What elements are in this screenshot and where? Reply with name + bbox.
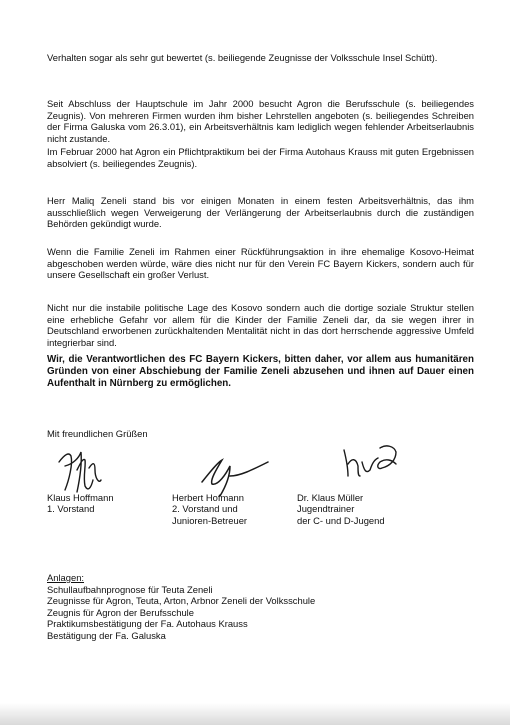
signer-name: Herbert Hofmann — [172, 492, 244, 503]
signer-role: Jugendtrainer — [297, 503, 355, 515]
enclosure-item: Praktikumsbestätigung der Fa. Autohaus Krauss — [47, 618, 248, 629]
signer-block-1 — [47, 492, 114, 515]
signer-name: Klaus Hoffmann — [47, 492, 114, 503]
signer-role: 2. Vorstand und — [172, 503, 238, 515]
closing-greeting: Mit freundlichen Grüßen — [47, 428, 148, 439]
signer-block-3 — [297, 492, 385, 526]
scan-bottom-edge — [0, 703, 510, 725]
signature-klaus-mueller — [336, 440, 406, 484]
signer-role: 1. Vorstand — [47, 503, 95, 515]
paragraph-internship: Im Februar 2000 hat Agron ein Pflichtpraktikum bei der Firma Autohaus Krauss mit guten Ergebnissen absolviert (s. beiliegendes Zeugnis). — [47, 146, 474, 169]
paragraph-vocational-school: Seit Abschluss der Hauptschule im Jahr 2000 besucht Agron die Berufsschule (s. beiliegendes Zeugnis). Von mehreren Firmen wurden ihm bisher Lehrstellen angeboten (s. beiliegendes Schreiben der Firma Galuska vom 26.3.01), ein Arbeitsverhältnis kam lediglich wegen fehlender Arbeitserlaubnis nicht zustande. — [47, 98, 474, 144]
paragraph-appeal: Wir, die Verantwortlichen des FC Bayern Kickers, bitten daher, vor allem aus humanitären Gründen von einer Abschiebung der Familie Zeneli abzusehen und ihnen auf Dauer einen Aufenthalt in Nürnberg zu ermöglichen. — [47, 354, 474, 389]
paragraph-deportation-loss: Wenn die Familie Zeneli im Rahmen einer Rückführungsaktion in ihre ehemalige Kosovo-Heimat abgeschoben werden würde, wäre dies nicht nur für den Verein FC Bayern Kickers, sondern auch für unsere Gesellschaft ein großer Verlust. — [47, 246, 474, 281]
signer-name: Dr. Klaus Müller — [297, 492, 364, 503]
paragraph-employment: Herr Maliq Zeneli stand bis vor einigen Monaten in einem festen Arbeitsverhältnis, das ihm ausschließlich wegen Verweigerung der Verlängerung der Arbeitserlaubnis durch die zuständigen Behörden gekündigt wurde. — [47, 195, 474, 230]
enclosures-title: Anlagen: — [47, 572, 85, 583]
signer-role: Junioren-Betreuer — [172, 514, 248, 526]
enclosure-item: Schullaufbahnprognose für Teuta Zeneli — [47, 583, 213, 595]
signer-role: der C- und D-Jugend — [297, 514, 385, 526]
enclosures-list — [47, 572, 315, 641]
signer-block-2 — [172, 492, 247, 526]
signature-klaus-hoffmann — [55, 440, 115, 498]
paragraph-kosovo-danger: Nicht nur die instabile politische Lage des Kosovo sondern auch die dortige soziale Struktur stellen eine erhebliche Gefahr vor allem für die Kinder der Familie Zeneli dar, da sie wegen ihrer in Deutschland erworbenen zurückhaltenden Mentalität nicht in das dort herrschende aggressive Umfeld integrierbar sind. — [47, 302, 474, 348]
enclosure-item: Zeugnisse für Agron, Teuta, Arton, Arbnor Zeneli der Volksschule — [47, 595, 316, 606]
paragraph-grades: Verhalten sogar als sehr gut bewertet (s. beiliegende Zeugnisse der Volksschule Insel Schütt). — [47, 52, 438, 63]
enclosure-item: Zeugnis für Agron der Berufsschule — [47, 606, 194, 618]
enclosure-item: Bestätigung der Fa. Galuska — [47, 629, 166, 641]
